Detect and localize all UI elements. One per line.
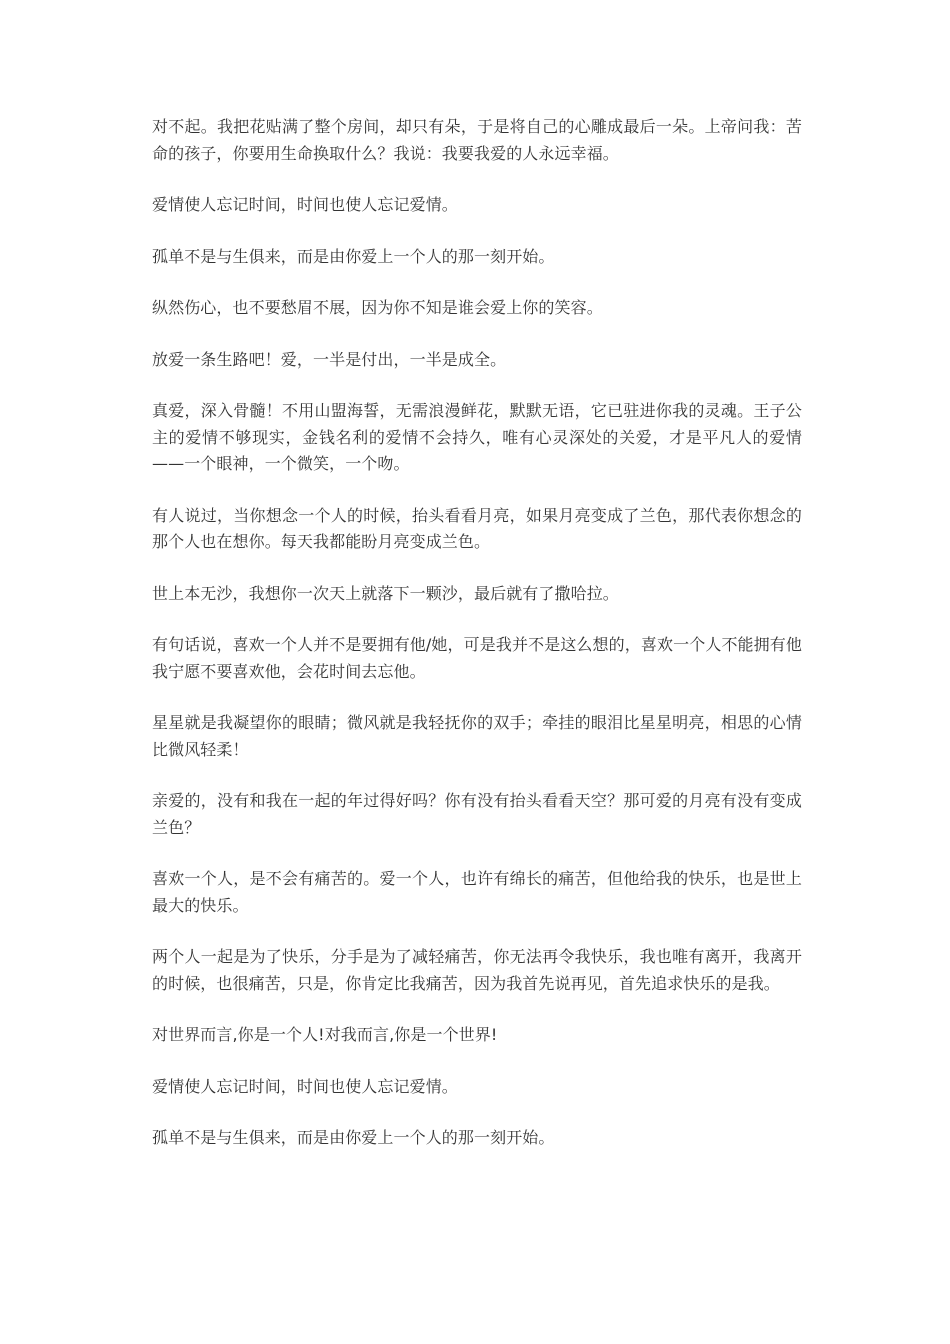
paragraph-8: 世上本无沙，我想你一次天上就落下一颗沙，最后就有了撒哈拉。 — [152, 583, 619, 603]
paragraph-3: 孤单不是与生俱来，而是由你爱上一个人的那一刻开始。 — [152, 246, 555, 266]
paragraph-14: 对世界而言,你是一个人!对我而言,你是一个世界! — [152, 1025, 498, 1044]
paragraph-13: 两个人一起是为了快乐，分手是为了减轻痛苦，你无法再令我快乐，我也唯有离开，我离开的时候，也很痛苦，只是，你肯定比我痛苦，因为我首先说再见，首先追求快乐的是我。 — [152, 947, 802, 993]
paragraph-6: 真爱，深入骨髓！不用山盟海誓，无需浪漫鲜花，默默无语，它已驻进你我的灵魂。王子公主的爱情不够现实，金钱名利的爱情不会持久，唯有心灵深处的关爱，才是平凡人的爱情——一个眼神，一个微笑，一个吻。 — [152, 401, 802, 473]
document-page — [152, 114, 802, 1177]
paragraph-1: 对不起。我把花贴满了整个房间，却只有朵，于是将自己的心雕成最后一朵。上帝问我：苦命的孩子，你要用生命换取什么？我说：我要我爱的人永远幸福。 — [152, 117, 802, 163]
paragraph-7: 有人说过，当你想念一个人的时候，抬头看看月亮，如果月亮变成了兰色，那代表你想念的那个人也在想你。每天我都能盼月亮变成兰色。 — [152, 505, 802, 551]
paragraph-4: 纵然伤心，也不要愁眉不展，因为你不知是谁会爱上你的笑容。 — [152, 298, 603, 317]
paragraph-10: 星星就是我凝望你的眼睛；微风就是我轻抚你的双手；牵挂的眼泪比星星明亮，相思的心情比微风轻柔！ — [152, 713, 802, 759]
paragraph-11: 亲爱的，没有和我在一起的年过得好吗？你有没有抬头看看天空？那可爱的月亮有没有变成兰色？ — [152, 791, 802, 837]
paragraph-16: 孤单不是与生俱来，而是由你爱上一个人的那一刻开始。 — [152, 1128, 555, 1147]
paragraph-15: 爱情使人忘记时间，时间也使人忘记爱情。 — [152, 1076, 458, 1096]
paragraph-2: 爱情使人忘记时间，时间也使人忘记爱情。 — [152, 195, 458, 214]
paragraph-9: 有句话说，喜欢一个人并不是要拥有他/她，可是我并不是这么想的，喜欢一个人不能拥有他我宁愿不要喜欢他，会花时间去忘他。 — [152, 635, 802, 681]
paragraph-5: 放爱一条生路吧！爱，一半是付出，一半是成全。 — [152, 349, 507, 369]
paragraph-12: 喜欢一个人，是不会有痛苦的。爱一个人，也许有绵长的痛苦，但他给我的快乐，也是世上最大的快乐。 — [152, 869, 802, 915]
